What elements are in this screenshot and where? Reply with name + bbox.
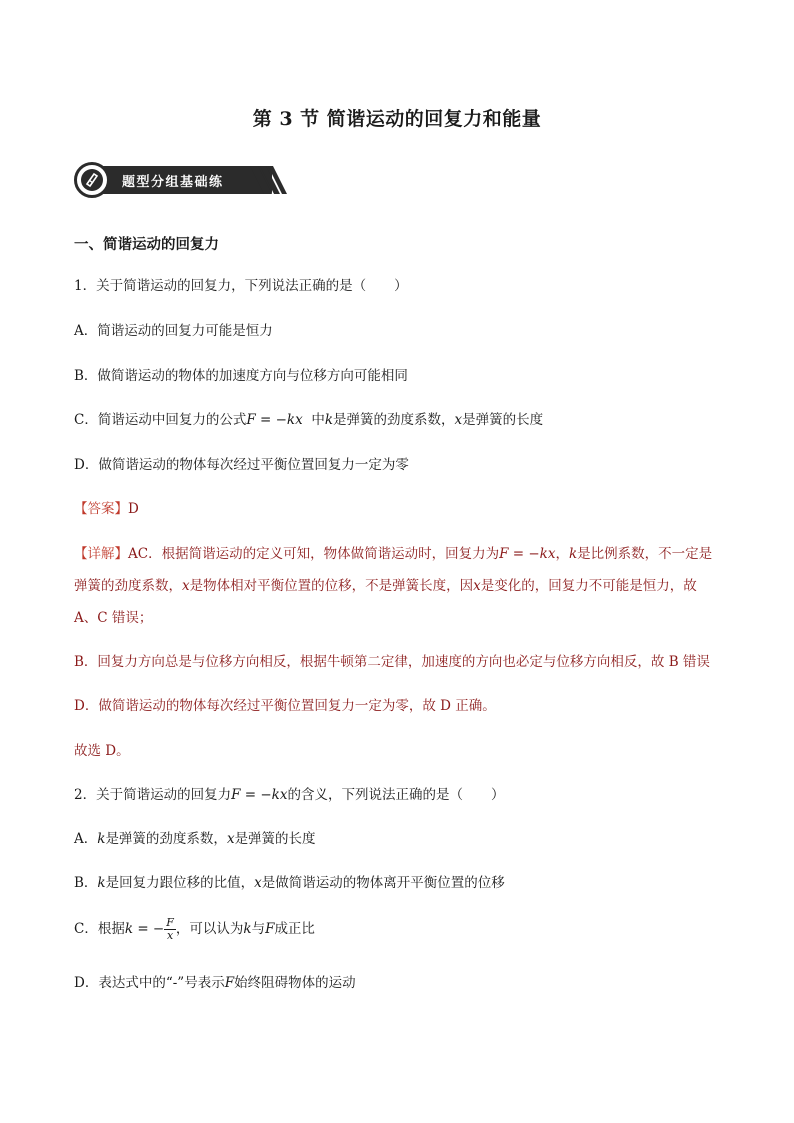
answer-tag: 【答案】 xyxy=(74,501,128,517)
q1-stem: 1．关于简谐运动的回复力，下列说法正确的是（ ） xyxy=(74,278,408,294)
answer-value: D xyxy=(128,501,139,517)
detail-line-1: 【详解】AC．根据简谐运动的定义可知，物体做简谐运动时，回复力为F = −kx，k是比例系数，不一定是 xyxy=(74,546,713,562)
conclusion-line: 故选 D。 xyxy=(74,743,130,759)
detail-line-2: 弹簧的劲度系数，x是物体相对平衡位置的位移，不是弹簧长度，因x是变化的，回复力不可能是恒力，故 xyxy=(74,578,697,594)
answer-line xyxy=(74,499,139,519)
section-banner xyxy=(74,162,286,198)
fraction: $\frac{F}{x}$ xyxy=(166,916,174,942)
section-heading: 一、简谐运动的回复力 xyxy=(74,236,219,253)
banner-badge-icon xyxy=(74,162,110,198)
q1-option-b: B．做简谐运动的物体的加速度方向与位移方向可能相同 xyxy=(74,368,408,384)
q2-stem: 2．关于简谐运动的回复力F = −kx的含义，下列说法正确的是（ ） xyxy=(74,787,505,803)
q1-option-d: D．做简谐运动的物体每次经过平衡位置回复力一定为零 xyxy=(74,457,409,473)
detail-tag: 【详解】 xyxy=(74,546,128,562)
banner-stripes xyxy=(250,166,290,194)
q2-option-b: B．k是回复力跟位移的比值，x是做简谐运动的物体离开平衡位置的位移 xyxy=(74,875,505,891)
q1-option-c: C．简谐运动中回复力的公式F = −kx 中k是弹簧的劲度系数，x是弹簧的长度 xyxy=(74,412,544,428)
detail-line-5: D．做简谐运动的物体每次经过平衡位置回复力一定为零，故 D 正确。 xyxy=(74,698,496,714)
banner-label: 题型分组基础练 xyxy=(122,175,224,190)
detail-line-3: A、C 错误； xyxy=(74,610,153,626)
page-title: 第 3 节 简谐运动的回复力和能量 xyxy=(252,108,542,130)
q2-option-a: A．k是弹簧的劲度系数，x是弹簧的长度 xyxy=(74,831,316,847)
detail-line-4: B．回复力方向总是与位移方向相反，根据牛顿第二定律，加速度的方向也必定与位移方向相反，故 B 错误 xyxy=(74,654,710,670)
q2-option-d: D．表达式中的“-”号表示F始终阻碍物体的运动 xyxy=(74,975,356,991)
formula: F = −kx xyxy=(246,412,303,428)
scroll-icon xyxy=(81,169,103,191)
q2-option-c: C．根据k = − $\frac{F}{x}$ ，可以认为k与F成正比 xyxy=(74,916,315,942)
q1-option-a: A．简谐运动的回复力可能是恒力 xyxy=(74,323,273,339)
